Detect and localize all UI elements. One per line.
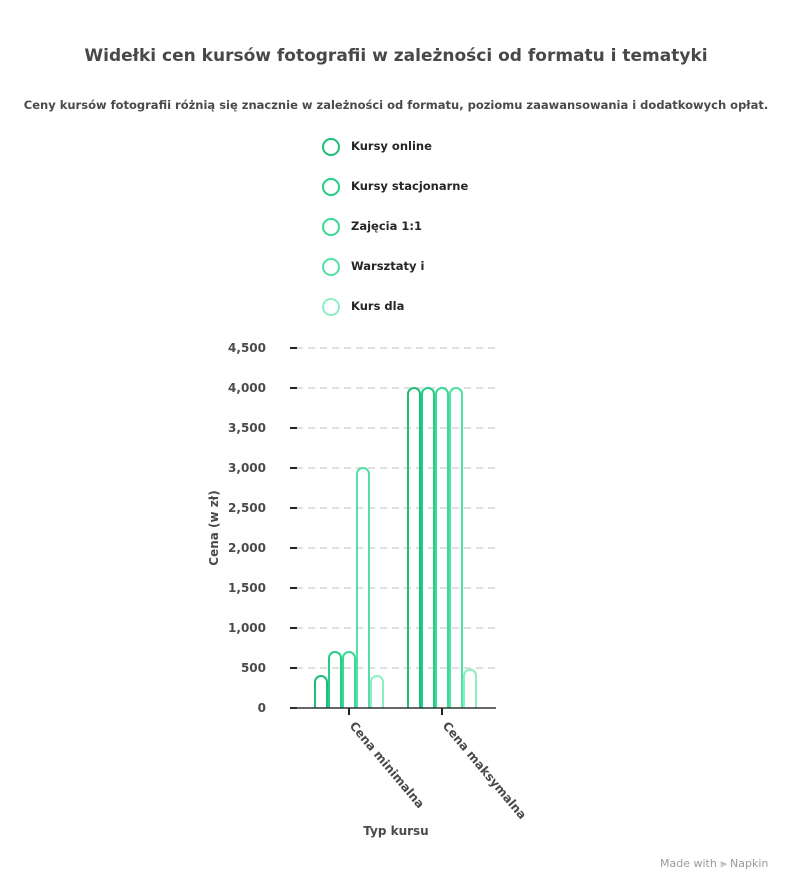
chart-title: Widełki cen kursów fotografii w zależności od formatu i tematyki [84, 46, 708, 66]
y-axis-title: Cena (w zł) [207, 490, 221, 566]
y-tick-label: 1,000 [228, 621, 266, 635]
bar [371, 676, 383, 708]
bar [343, 652, 355, 708]
x-tick-label: Cena maksymalna [439, 718, 530, 822]
y-tick-label: 0 [257, 701, 266, 715]
legend-label: Kursy online [351, 139, 432, 153]
legend-label: Zajęcia 1:1 [351, 219, 422, 233]
y-tick-label: 4,000 [228, 381, 266, 395]
x-axis-title: Typ kursu [363, 824, 429, 838]
bar [464, 670, 476, 708]
napkin-watermark: Made with ⪢ Napkin [660, 857, 769, 870]
y-tick-label: 3,500 [228, 421, 266, 435]
y-tick-label: 4,500 [228, 341, 266, 355]
y-tick-label: 3,000 [228, 461, 266, 475]
legend-label: Warsztaty i [351, 259, 425, 273]
y-tick-label: 1,500 [228, 581, 266, 595]
x-tick-label: Cena minimalna [346, 718, 428, 811]
y-tick-label: 500 [240, 661, 266, 675]
bar [315, 676, 327, 708]
chart-subtitle: Ceny kursów fotografii różnią się znacznie w zależności od formatu, poziomu zaawansowania i dodatkowych opłat. [23, 98, 769, 112]
legend-label: Kurs dla [351, 299, 405, 313]
legend-label: Kursy stacjonarne [351, 179, 469, 193]
y-tick-label: 2,500 [228, 501, 266, 515]
bar [329, 652, 341, 708]
y-tick-label: 2,000 [228, 541, 266, 555]
